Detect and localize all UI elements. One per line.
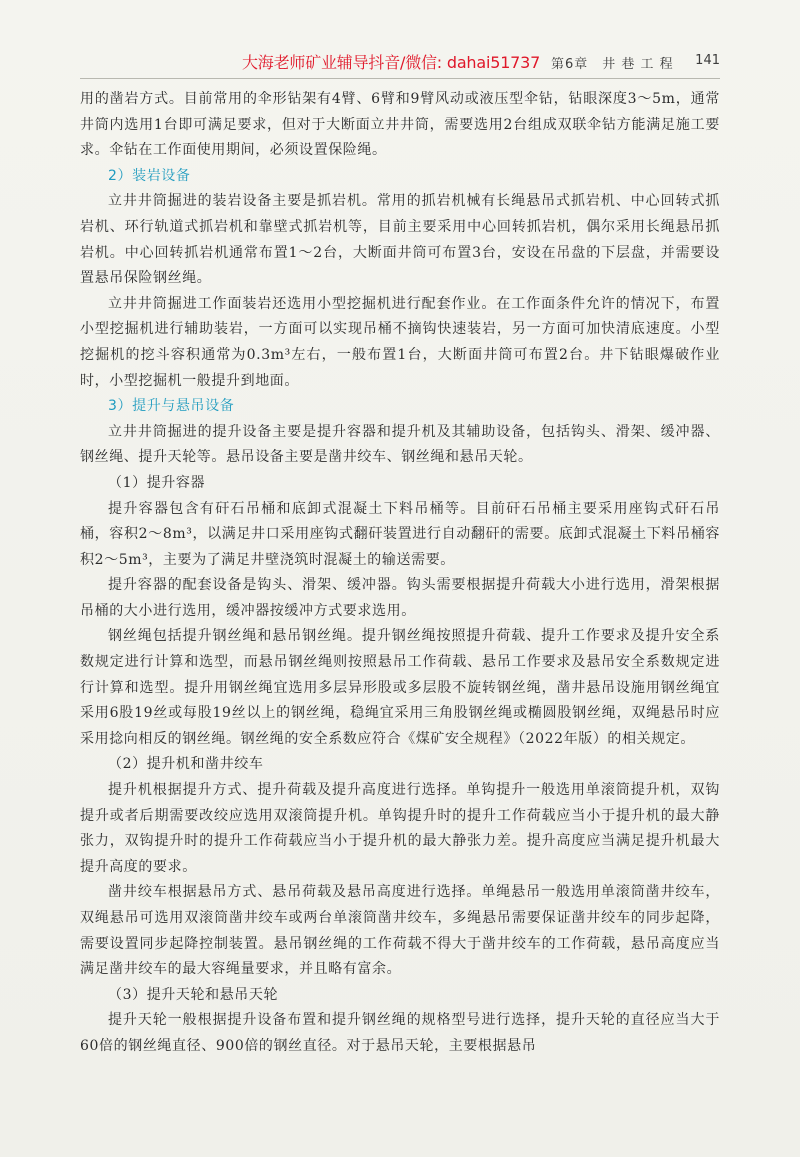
paragraph: 凿井绞车根据悬吊方式、悬吊荷载及悬吊高度进行选择。单绳悬吊一般选用单滚筒凿井绞车，双绳悬吊可选用双滚筒凿井绞车或两台单滚筒凿井绞车，多绳悬吊需要保证凿井绞车的同步起降，需要设置同步起降控制装置。悬吊钢丝绳的工作荷载不得大于凿井绞车的工作荷载，悬吊高度应当满足凿井绞车的最大容绳量要求，并且略有富余。 <box>80 884 720 978</box>
paragraph: 钢丝绳包括提升钢丝绳和悬吊钢丝绳。提升钢丝绳按照提升荷载、提升工作要求及提升安全系数规定进行计算和选型，而悬吊钢丝绳则按照悬吊工作荷载、悬吊工作要求及悬吊安全系数规定进行计算和选型。提升用钢丝绳宜选用多层异形股或多层股不旋转钢丝绳，凿井悬吊设施用钢丝绳宜采用6股19丝或每股19丝以上的钢丝绳，稳绳宜采用三角股钢丝绳或椭圆股钢丝绳，双绳悬吊时应采用捻向相反的钢丝绳。钢丝绳的安全系数应符合《煤矿安全规程》（2022年版）的相关规定。 <box>80 628 720 747</box>
paragraph: 立井井筒掘进的装岩设备主要是抓岩机。常用的抓岩机械有长绳悬吊式抓岩机、中心回转式抓岩机、环行轨道式抓岩机和靠壁式抓岩机等，目前主要采用中心回转抓岩机，偶尔采用长绳悬吊抓岩机。中心回转抓岩机通常布置1～2台，大断面井筒可布置3台，安设在吊盘的下层盘，并需要设置悬吊保险钢丝绳。 <box>80 193 720 287</box>
paragraph: 提升容器的配套设备是钩头、滑架、缓冲器。钩头需要根据提升荷载大小进行选用，滑架根据吊桶的大小进行选用，缓冲器按缓冲方式要求选用。 <box>80 577 720 619</box>
paragraph: 立井井筒掘进工作面装岩还选用小型挖掘机进行配套作业。在工作面条件允许的情况下，布置小型挖掘机进行辅助装岩，一方面可以实现吊桶不摘钩快速装岩，另一方面可加快清底速度。小型挖掘机的挖斗容积通常为0.3m³左右，一般布置1台，大断面井筒可布置2台。井下钻眼爆破作业时，小型挖掘机一般提升到地面。 <box>80 295 720 389</box>
watermark-text: 大海老师矿业辅导抖音/微信: dahai51737 <box>242 53 541 72</box>
body-text <box>80 87 720 1060</box>
paragraph: 提升天轮一般根据提升设备布置和提升钢丝绳的规格型号进行选择，提升天轮的直径应当大于60倍的钢丝绳直径、900倍的钢丝直径。对于悬吊天轮，主要根据悬吊 <box>80 1012 720 1054</box>
paragraph: 用的凿岩方式。目前常用的伞形钻架有4臂、6臂和9臂风动或液压型伞钻，钻眼深度3～5m，通常井筒内选用1台即可满足要求，但对于大断面立井井筒，需要选用2台组成双联伞钻方能满足施工要求。伞钻在工作面使用期间，必须设置保险绳。 <box>80 91 720 159</box>
section-heading-loading-equipment: 2）装岩设备 <box>108 167 191 184</box>
paragraph: 提升容器包含有矸石吊桶和底卸式混凝土下料吊桶等。目前矸石吊桶主要采用座钩式矸石吊桶，容积2～8m³，以满足井口采用座钩式翻矸装置进行自动翻矸的需要。底卸式混凝土下料吊桶容积2～5m³，主要为了满足井壁浇筑时混凝土的输送需要。 <box>80 500 720 568</box>
paragraph: 立井井筒掘进的提升设备主要是提升容器和提升机及其辅助设备，包括钩头、滑架、缓冲器、钢丝绳、提升天轮等。悬吊设备主要是凿井绞车、钢丝绳和悬吊天轮。 <box>80 423 720 466</box>
section-heading-hoisting-equipment: 3）提升与悬吊设备 <box>108 398 235 415</box>
subsection-heading-sheave-wheels: （3）提升天轮和悬吊天轮 <box>108 986 279 1003</box>
chapter-title: 第6章 井 巷 工 程 <box>551 57 674 72</box>
subsection-heading-hoisting-container: （1）提升容器 <box>108 474 206 491</box>
page-number: 141 <box>695 53 720 68</box>
subsection-heading-hoist-and-winch: （2）提升机和凿井绞车 <box>108 756 264 773</box>
paragraph: 提升机根据提升方式、提升荷载及提升高度进行选择。单钩提升一般选用单滚筒提升机，双钩提升或者后期需要改绞应选用双滚筒提升机。单钩提升时的提升工作荷载应当小于提升机的最大静张力，双钩提升时的提升工作荷载应当小于提升机的最大静张力差。提升高度应当满足提升机最大提升高度的要求。 <box>80 782 720 875</box>
header-rule <box>80 78 720 79</box>
page-header <box>80 48 720 78</box>
